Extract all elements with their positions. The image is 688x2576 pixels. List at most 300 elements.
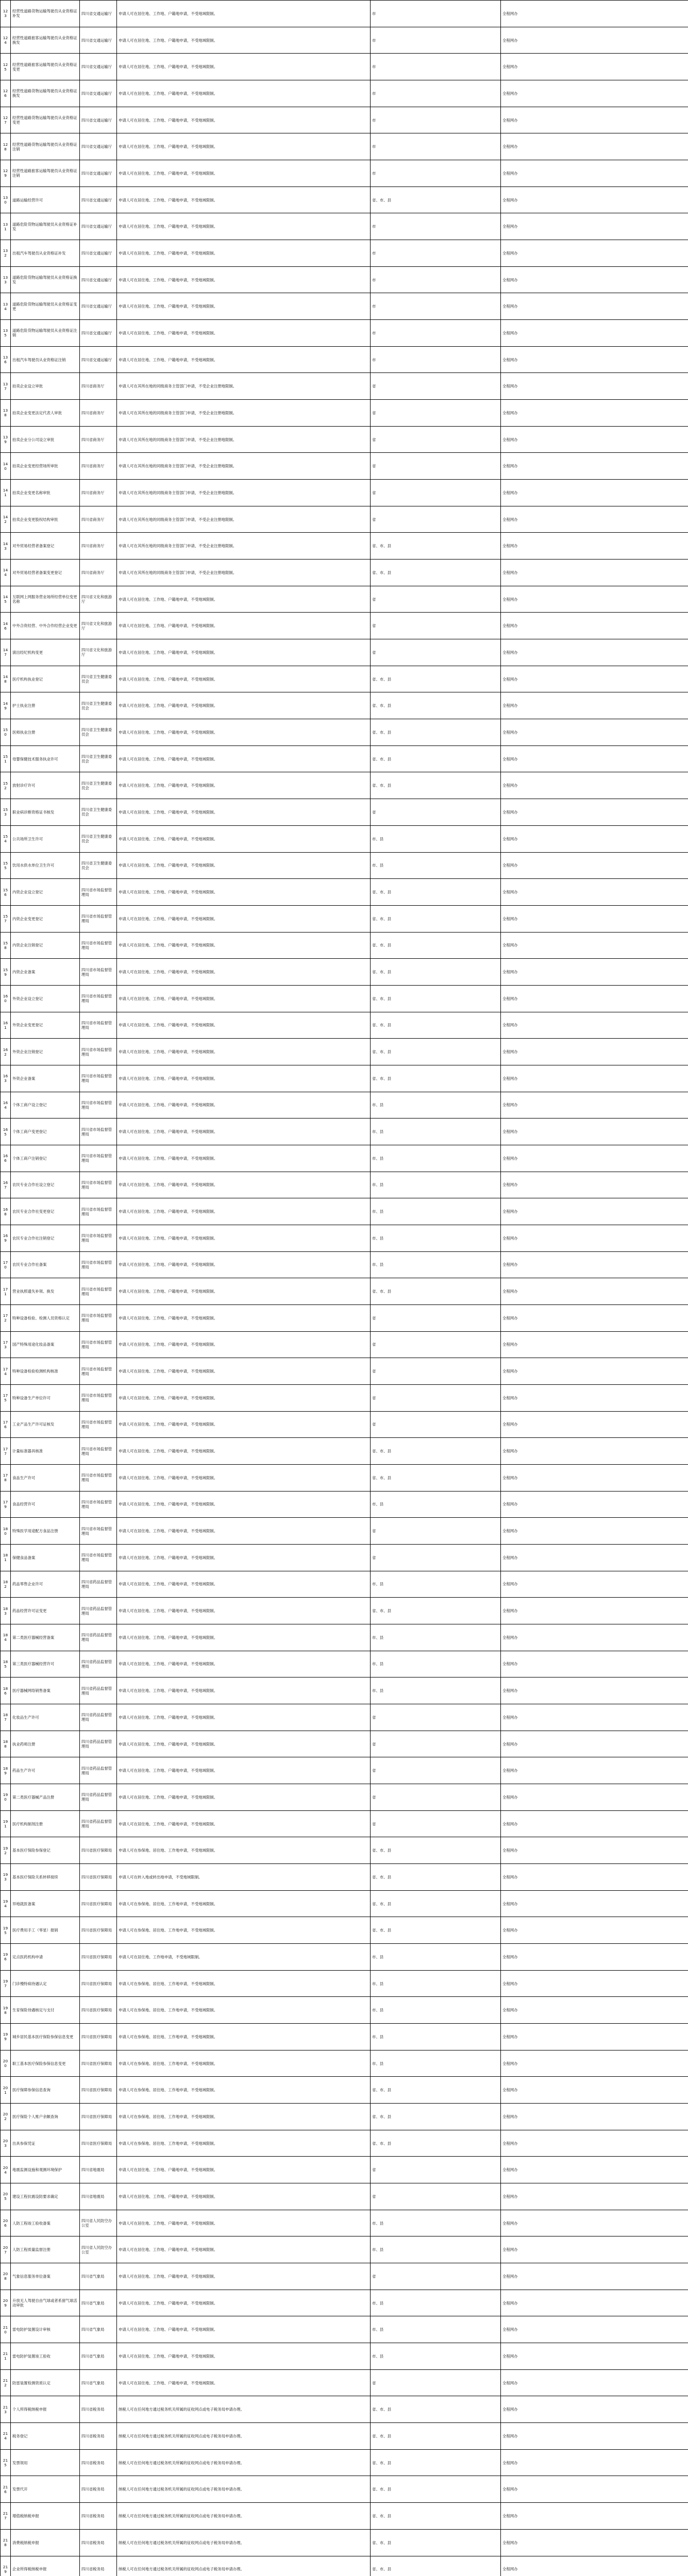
table-row: [1, 1731, 688, 1757]
handling-level: 省、市、县: [371, 1438, 501, 1465]
department: 四川省商务厅: [80, 426, 117, 453]
service-name: 医疗费用手工（零星）报销: [11, 1917, 80, 1944]
service-name: 经营性道路货物运输驾驶员从业资格证注销: [11, 133, 80, 160]
table-row: [1, 613, 688, 639]
row-number: 140: [1, 453, 11, 480]
table-row: [1, 1571, 688, 1598]
handling-scope: 申请人可在居住地、工作地、户籍地申请，不受地域限制。: [117, 825, 371, 852]
handling-scope: 申请人可在居住地、工作地、户籍地申请，不受地域限制。: [117, 932, 371, 959]
service-name: 经营性道路货物运输驾驶员从业资格证换发: [11, 80, 80, 107]
department: 四川省市场监督管理局: [80, 1438, 117, 1465]
handling-level: 省、市、县: [371, 2503, 501, 2530]
handling-level: 省: [371, 1331, 501, 1358]
service-name: 药品零售企业许可: [11, 1571, 80, 1598]
table-row: [1, 959, 688, 986]
service-name: 职工基本医疗保险参保信息变更: [11, 2050, 80, 2077]
table-row: [1, 1624, 688, 1651]
row-number: 189: [1, 1757, 11, 1784]
service-name: 道路运输经营许可: [11, 187, 80, 213]
service-name: 拍卖企业变更法定代表人审批: [11, 400, 80, 427]
table-row: [1, 1384, 688, 1411]
service-name: 第二类医疗器械产品注册: [11, 1784, 80, 1811]
table-row: [1, 1837, 688, 1864]
handling-scope: 申请人可在居住地、工作地、户籍地申请，不受地域限制。: [117, 666, 371, 692]
row-number: 210: [1, 2316, 11, 2343]
handling-mode: 全程网办: [501, 1411, 688, 1438]
handling-mode: 全程网办: [501, 160, 688, 187]
row-number: 197: [1, 1970, 11, 1997]
handling-mode: 全程网办: [501, 1864, 688, 1891]
handling-level: 省、市、县: [371, 533, 501, 560]
table-row: [1, 1, 688, 27]
handling-scope: 申请人可在居住地、工作地、户籍地申请，不受地域限制。: [117, 1198, 371, 1225]
table-row: [1, 1651, 688, 1677]
handling-level: 省: [371, 1304, 501, 1331]
row-number: 131: [1, 213, 11, 240]
department: 四川省市场监督管理局: [80, 1039, 117, 1065]
department: 四川省药品监督管理局: [80, 1571, 117, 1598]
row-number: 147: [1, 639, 11, 666]
table-row: [1, 1944, 688, 1971]
department: 四川省商务厅: [80, 400, 117, 427]
handling-scope: 申请人可在居住地、工作地、户籍地申请，不受地域限制。: [117, 2236, 371, 2263]
department: 四川省医疗保障局: [80, 1917, 117, 1944]
row-number: 148: [1, 666, 11, 692]
department: 四川省交通运输厅: [80, 187, 117, 213]
handling-scope: 纳税人可在任何地方通过税务机关所属的征收网点或电子税务局申请办理。: [117, 2423, 371, 2450]
department: 四川省交通运输厅: [80, 54, 117, 80]
handling-scope: 申请人可在居住地、工作地、户籍地申请，不受地域限制。: [117, 1464, 371, 1491]
row-number: 193: [1, 1864, 11, 1891]
row-number: 133: [1, 266, 11, 293]
handling-mode: 全程网办: [501, 2556, 688, 2576]
table-row: [1, 1784, 688, 1811]
handling-mode: 全程网办: [501, 320, 688, 347]
table-row: [1, 2183, 688, 2210]
department: 四川省医疗保障局: [80, 2077, 117, 2104]
department: 四川省市场监督管理局: [80, 1331, 117, 1358]
row-number: 208: [1, 2263, 11, 2290]
handling-mode: 全程网办: [501, 1251, 688, 1278]
service-name: 发票领用: [11, 2449, 80, 2476]
table-row: [1, 2050, 688, 2077]
handling-scope: 申请人可在居住地、工作地、户籍地申请，不受地域限制。: [117, 2343, 371, 2370]
handling-mode: 全程网办: [501, 266, 688, 293]
table-row: [1, 772, 688, 799]
handling-scope: 申请人可在居住地、工作地、户籍地申请，不受地域限制。: [117, 2369, 371, 2396]
table-row: [1, 1890, 688, 1917]
table-row: [1, 1864, 688, 1891]
handling-scope: 纳税人可在任何地方通过税务机关所属的征收网点或电子税务局申请办理。: [117, 2449, 371, 2476]
handling-mode: 全程网办: [501, 719, 688, 746]
department: 四川省医疗保障局: [80, 1970, 117, 1997]
row-number: 136: [1, 346, 11, 373]
table-row: [1, 1970, 688, 1997]
handling-mode: 全程网办: [501, 1039, 688, 1065]
handling-level: 市、县: [371, 1677, 501, 1704]
handling-mode: 全程网办: [501, 506, 688, 533]
department: 四川省交通运输厅: [80, 293, 117, 320]
handling-level: 省、市、县: [371, 2077, 501, 2104]
handling-mode: 全程网办: [501, 1571, 688, 1598]
table-row: [1, 373, 688, 400]
service-name: 基本医疗保险关系转移接续: [11, 1864, 80, 1891]
row-number: 207: [1, 2236, 11, 2263]
handling-scope: 申请人可在居住地、工作地、户籍地申请，不受地域限制。: [117, 745, 371, 772]
department: 四川省市场监督管理局: [80, 1304, 117, 1331]
department: 四川省气象局: [80, 2290, 117, 2316]
service-name: 升放无人驾驶自由气球或者系留气球活动审批: [11, 2290, 80, 2316]
table-row: [1, 745, 688, 772]
row-number: 158: [1, 932, 11, 959]
department: 四川省人民防空办公室: [80, 2210, 117, 2236]
handling-level: 省: [371, 2157, 501, 2183]
service-name: 饮用水供水单位卫生许可: [11, 852, 80, 879]
service-name: 内资企业变更登记: [11, 905, 80, 932]
handling-mode: 全程网办: [501, 2316, 688, 2343]
service-name: 对外贸易经营者备案变更登记: [11, 560, 80, 586]
handling-level: 省、市、县: [371, 772, 501, 799]
row-number: 218: [1, 2529, 11, 2556]
handling-mode: 全程网办: [501, 692, 688, 719]
handling-scope: 申请人可在参保地、居住地、工作地申请，不受地域限制。: [117, 2130, 371, 2157]
row-number: 153: [1, 799, 11, 826]
service-name: 外资企业设立登记: [11, 985, 80, 1012]
handling-level: 市: [371, 160, 501, 187]
handling-level: 市: [371, 240, 501, 267]
handling-mode: 全程网办: [501, 54, 688, 80]
handling-scope: 申请人可在其所在地的同级商务主管部门申请，不受企业注册地限制。: [117, 533, 371, 560]
service-name: 母婴保健技术服务执业许可: [11, 745, 80, 772]
handling-scope: 申请人可在居住地、工作地、户籍地申请，不受地域限制。: [117, 2157, 371, 2183]
handling-scope: 申请人可在居住地、工作地、户籍地申请，不受地域限制。: [117, 852, 371, 879]
service-name: 个体工商户注销登记: [11, 1145, 80, 1172]
service-name: 医疗机构制剂注册: [11, 1810, 80, 1837]
handling-level: 省: [371, 1358, 501, 1385]
row-number: 139: [1, 426, 11, 453]
service-name: 演出经纪机构变更: [11, 639, 80, 666]
handling-mode: 全程网办: [501, 1518, 688, 1545]
handling-scope: 申请人可在居住地、工作地、户籍地申请，不受地域限制。: [117, 2183, 371, 2210]
row-number: 141: [1, 480, 11, 506]
handling-level: 省、市、县: [371, 2396, 501, 2423]
table-row: [1, 719, 688, 746]
handling-mode: 全程网办: [501, 2263, 688, 2290]
row-number: 179: [1, 1491, 11, 1518]
table-row: [1, 213, 688, 240]
table-row: [1, 1278, 688, 1305]
handling-mode: 全程网办: [501, 745, 688, 772]
handling-scope: 申请人可在居住地、工作地、户籍地申请，不受地域限制。: [117, 799, 371, 826]
handling-scope: 申请人可在参保地、居住地、工作地申请，不受地域限制。: [117, 1997, 371, 2024]
department: 四川省交通运输厅: [80, 1, 117, 27]
table-row: [1, 2316, 688, 2343]
service-name: 农民专业合作社设立登记: [11, 1172, 80, 1198]
handling-level: 省: [371, 426, 501, 453]
handling-mode: 全程网办: [501, 1598, 688, 1624]
service-name: 职业病诊断资格证书核发: [11, 799, 80, 826]
handling-scope: 申请人可在其所在地的同级商务主管部门申请，不受企业注册地限制。: [117, 453, 371, 480]
service-name: 内资企业注销登记: [11, 932, 80, 959]
handling-level: 市、县: [371, 2343, 501, 2370]
handling-scope: 申请人可在居住地、工作地、户籍地申请，不受地域限制。: [117, 1651, 371, 1677]
service-name: 外资企业备案: [11, 1065, 80, 1092]
handling-scope: 申请人可在居住地、工作地、户籍地申请，不受地域限制。: [117, 639, 371, 666]
table-row: [1, 852, 688, 879]
table-row: [1, 2476, 688, 2503]
service-name: 道路危险货物运输驾驶员从业资格证换发: [11, 266, 80, 293]
handling-scope: 申请人可在转入地或转出地申请，不受地域限制。: [117, 1864, 371, 1891]
department: 四川省医疗保障局: [80, 2024, 117, 2050]
handling-mode: 全程网办: [501, 1810, 688, 1837]
row-number: 168: [1, 1198, 11, 1225]
row-number: 213: [1, 2396, 11, 2423]
handling-level: 省、市、县: [371, 1278, 501, 1305]
department: 四川省市场监督管理局: [80, 1225, 117, 1251]
service-name: 地震监测设施和观测环境保护: [11, 2157, 80, 2183]
table-row: [1, 1304, 688, 1331]
service-name: 城乡居民基本医疗保险参保信息变更: [11, 2024, 80, 2050]
department: 四川省商务厅: [80, 480, 117, 506]
row-number: 149: [1, 692, 11, 719]
service-name: 建设工程抗震设防要求确定: [11, 2183, 80, 2210]
row-number: 125: [1, 54, 11, 80]
handling-level: 省、市、县: [371, 1039, 501, 1065]
handling-scope: 申请人可在居住地、工作地、户籍地申请，不受地域限制。: [117, 1145, 371, 1172]
department: 四川省卫生健康委员会: [80, 719, 117, 746]
handling-scope: 申请人可在参保地、居住地、工作地申请，不受地域限制。: [117, 2104, 371, 2130]
handling-level: 省、市、县: [371, 1837, 501, 1864]
handling-scope: 申请人可在居住地、工作地、户籍地申请，不受地域限制。: [117, 1012, 371, 1039]
department: 四川省交通运输厅: [80, 27, 117, 54]
handling-mode: 全程网办: [501, 613, 688, 639]
department: 四川省市场监督管理局: [80, 1491, 117, 1518]
handling-scope: 申请人可在参保地、居住地、工作地申请，不受地域限制。: [117, 1837, 371, 1864]
table-row: [1, 1411, 688, 1438]
row-number: 159: [1, 959, 11, 986]
handling-mode: 全程网办: [501, 533, 688, 560]
handling-mode: 全程网办: [501, 959, 688, 986]
handling-level: 省: [371, 1810, 501, 1837]
table-row: [1, 1757, 688, 1784]
service-name: 医疗器械网络销售备案: [11, 1677, 80, 1704]
service-name: 增值税纳税申报: [11, 2503, 80, 2530]
handling-level: 省、市、县: [371, 2556, 501, 2576]
handling-level: 省、市、县: [371, 1464, 501, 1491]
handling-level: 市、县: [371, 1571, 501, 1598]
table-row: [1, 1331, 688, 1358]
row-number: 219: [1, 2556, 11, 2576]
handling-mode: 全程网办: [501, 2449, 688, 2476]
handling-mode: 全程网办: [501, 852, 688, 879]
service-name: 税务登记: [11, 2423, 80, 2450]
row-number: 215: [1, 2449, 11, 2476]
handling-level: 市、县: [371, 2050, 501, 2077]
handling-level: 市、县: [371, 2316, 501, 2343]
row-number: 209: [1, 2290, 11, 2316]
handling-scope: 申请人可在居住地、工作地、户籍地申请，不受地域限制。: [117, 80, 371, 107]
service-name: 发票代开: [11, 2476, 80, 2503]
handling-level: 省、市、县: [371, 666, 501, 692]
row-number: 205: [1, 2183, 11, 2210]
handling-mode: 全程网办: [501, 1118, 688, 1145]
handling-mode: 全程网办: [501, 799, 688, 826]
service-name: 拍卖企业变更名称审批: [11, 480, 80, 506]
handling-level: 省: [371, 586, 501, 613]
row-number: 142: [1, 506, 11, 533]
service-name: 拍卖企业分公司设立审批: [11, 426, 80, 453]
row-number: 192: [1, 1837, 11, 1864]
handling-level: 市、县: [371, 1970, 501, 1997]
handling-mode: 全程网办: [501, 80, 688, 107]
table-row: [1, 1065, 688, 1092]
table-row: [1, 1997, 688, 2024]
handling-level: 省: [371, 1784, 501, 1811]
handling-level: 市、县: [371, 1997, 501, 2024]
table-row: [1, 426, 688, 453]
table-row: [1, 346, 688, 373]
row-number: 172: [1, 1304, 11, 1331]
handling-scope: 申请人可在居住地、工作地、户籍地申请，不受地域限制。: [117, 266, 371, 293]
row-number: 160: [1, 985, 11, 1012]
handling-scope: 纳税人可在任何地方通过税务机关所属的征收网点或电子税务局申请办理。: [117, 2503, 371, 2530]
handling-level: 省: [371, 1384, 501, 1411]
table-row: [1, 400, 688, 427]
department: 四川省市场监督管理局: [80, 1012, 117, 1039]
handling-mode: 全程网办: [501, 1970, 688, 1997]
table-row: [1, 1145, 688, 1172]
handling-level: 市、县: [371, 1651, 501, 1677]
service-name: 国产特殊用途化妆品备案: [11, 1331, 80, 1358]
handling-mode: 全程网办: [501, 666, 688, 692]
handling-scope: 申请人可在居住地、工作地、户籍地申请，不受地域限制。: [117, 320, 371, 347]
handling-scope: 申请人可在居住地、工作地、户籍地申请，不受地域限制。: [117, 187, 371, 213]
handling-scope: 申请人可在参保地、居住地、工作地申请，不受地域限制。: [117, 1917, 371, 1944]
row-number: 129: [1, 160, 11, 187]
handling-scope: 申请人可在居住地、工作地、户籍地申请，不受地域限制。: [117, 905, 371, 932]
service-name: 个体工商户设立登记: [11, 1092, 80, 1118]
service-name: 消费税纳税申报: [11, 2529, 80, 2556]
service-name: 执业药师注册: [11, 1731, 80, 1757]
service-name: 经营性道路旅客运输驾驶员从业资格证变更: [11, 54, 80, 80]
handling-mode: 全程网办: [501, 1278, 688, 1305]
handling-level: 市、县: [371, 2236, 501, 2263]
handling-mode: 全程网办: [501, 1464, 688, 1491]
department: 四川省气象局: [80, 2343, 117, 2370]
table-row: [1, 480, 688, 506]
department: 四川省地震局: [80, 2183, 117, 2210]
handling-mode: 全程网办: [501, 1544, 688, 1571]
service-name: 特种设备生产单位许可: [11, 1384, 80, 1411]
service-name: 农民专业合作社注销登记: [11, 1225, 80, 1251]
row-number: 151: [1, 745, 11, 772]
handling-mode: 全程网办: [501, 586, 688, 613]
handling-scope: 申请人可在参保地、居住地、工作地申请，不受地域限制。: [117, 2077, 371, 2104]
service-name: 第二类医疗器械经营备案: [11, 1624, 80, 1651]
handling-scope: 申请人可在居住地、工作地、户籍地申请，不受地域限制。: [117, 240, 371, 267]
table-row: [1, 639, 688, 666]
table-row: [1, 2343, 688, 2370]
handling-level: 省: [371, 1518, 501, 1545]
row-number: 186: [1, 1677, 11, 1704]
service-name: 企业所得税纳税申报: [11, 2556, 80, 2576]
handling-level: 省: [371, 480, 501, 506]
handling-level: 市: [371, 346, 501, 373]
service-name: 公共场所卫生许可: [11, 825, 80, 852]
service-name: 雷电防护装置竣工验收: [11, 2343, 80, 2370]
service-name: 第三类医疗器械经营许可: [11, 1651, 80, 1677]
handling-level: 市、县: [371, 1944, 501, 1971]
handling-level: 省、市、县: [371, 1065, 501, 1092]
service-name: 经营性道路旅客运输驾驶员从业资格证换发: [11, 27, 80, 54]
handling-scope: 申请人可在居住地、工作地、户籍地申请，不受地域限制。: [117, 27, 371, 54]
row-number: 200: [1, 2050, 11, 2077]
handling-mode: 全程网办: [501, 2476, 688, 2503]
department: 四川省药品监督管理局: [80, 1624, 117, 1651]
handling-scope: 申请人可在居住地、工作地、户籍地申请，不受地域限制。: [117, 1757, 371, 1784]
handling-scope: 申请人可在居住地、工作地、户籍地申请，不受地域限制。: [117, 879, 371, 906]
handling-scope: 申请人可在居住地、工作地、户籍地申请，不受地域限制。: [117, 613, 371, 639]
handling-scope: 申请人可在其所在地的同级商务主管部门申请，不受企业注册地限制。: [117, 373, 371, 400]
table-row: [1, 905, 688, 932]
handling-mode: 全程网办: [501, 1677, 688, 1704]
handling-scope: 申请人可在居住地、工作地、户籍地申请，不受地域限制。: [117, 1118, 371, 1145]
department: 四川省医疗保障局: [80, 2130, 117, 2157]
handling-mode: 全程网办: [501, 1624, 688, 1651]
service-name: 定点医药机构申请: [11, 1944, 80, 1971]
handling-level: 市: [371, 133, 501, 160]
handling-level: 省、市、县: [371, 1598, 501, 1624]
handling-mode: 全程网办: [501, 2050, 688, 2077]
handling-level: 市、县: [371, 2210, 501, 2236]
handling-mode: 全程网办: [501, 932, 688, 959]
handling-mode: 全程网办: [501, 1731, 688, 1757]
handling-mode: 全程网办: [501, 2369, 688, 2396]
handling-scope: 申请人可在居住地、工作地、户籍地申请，不受地域限制。: [117, 1571, 371, 1598]
table-row: [1, 506, 688, 533]
handling-mode: 全程网办: [501, 2343, 688, 2370]
handling-level: 省: [371, 400, 501, 427]
row-number: 171: [1, 1278, 11, 1305]
row-number: 143: [1, 533, 11, 560]
handling-mode: 全程网办: [501, 1704, 688, 1731]
table-row: [1, 932, 688, 959]
handling-scope: 申请人可在居住地、工作地、户籍地申请，不受地域限制。: [117, 2316, 371, 2343]
handling-mode: 全程网办: [501, 453, 688, 480]
department: 四川省市场监督管理局: [80, 1092, 117, 1118]
handling-scope: 申请人可在居住地、工作地、户籍地申请，不受地域限制。: [117, 54, 371, 80]
handling-mode: 全程网办: [501, 1, 688, 27]
row-number: 216: [1, 2476, 11, 2503]
handling-scope: 申请人可在居住地、工作地、户籍地申请，不受地域限制。: [117, 213, 371, 240]
handling-mode: 全程网办: [501, 905, 688, 932]
handling-scope: 申请人可在居住地、工作地、户籍地申请，不受地域限制。: [117, 586, 371, 613]
row-number: 157: [1, 905, 11, 932]
handling-mode: 全程网办: [501, 2024, 688, 2050]
row-number: 146: [1, 613, 11, 639]
handling-scope: 申请人可在居住地、工作地、户籍地申请，不受地域限制。: [117, 1810, 371, 1837]
handling-level: 省: [371, 1411, 501, 1438]
service-name: 经营性道路货物运输驾驶员从业资格证变更: [11, 107, 80, 133]
department: 四川省交通运输厅: [80, 240, 117, 267]
department: 四川省药品监督管理局: [80, 1810, 117, 1837]
department: 四川省市场监督管理局: [80, 1118, 117, 1145]
service-name: 农民专业合作社变更登记: [11, 1198, 80, 1225]
handling-level: 省: [371, 2183, 501, 2210]
row-number: 190: [1, 1784, 11, 1811]
department: 四川省税务局: [80, 2423, 117, 2450]
handling-level: 市、县: [371, 1491, 501, 1518]
